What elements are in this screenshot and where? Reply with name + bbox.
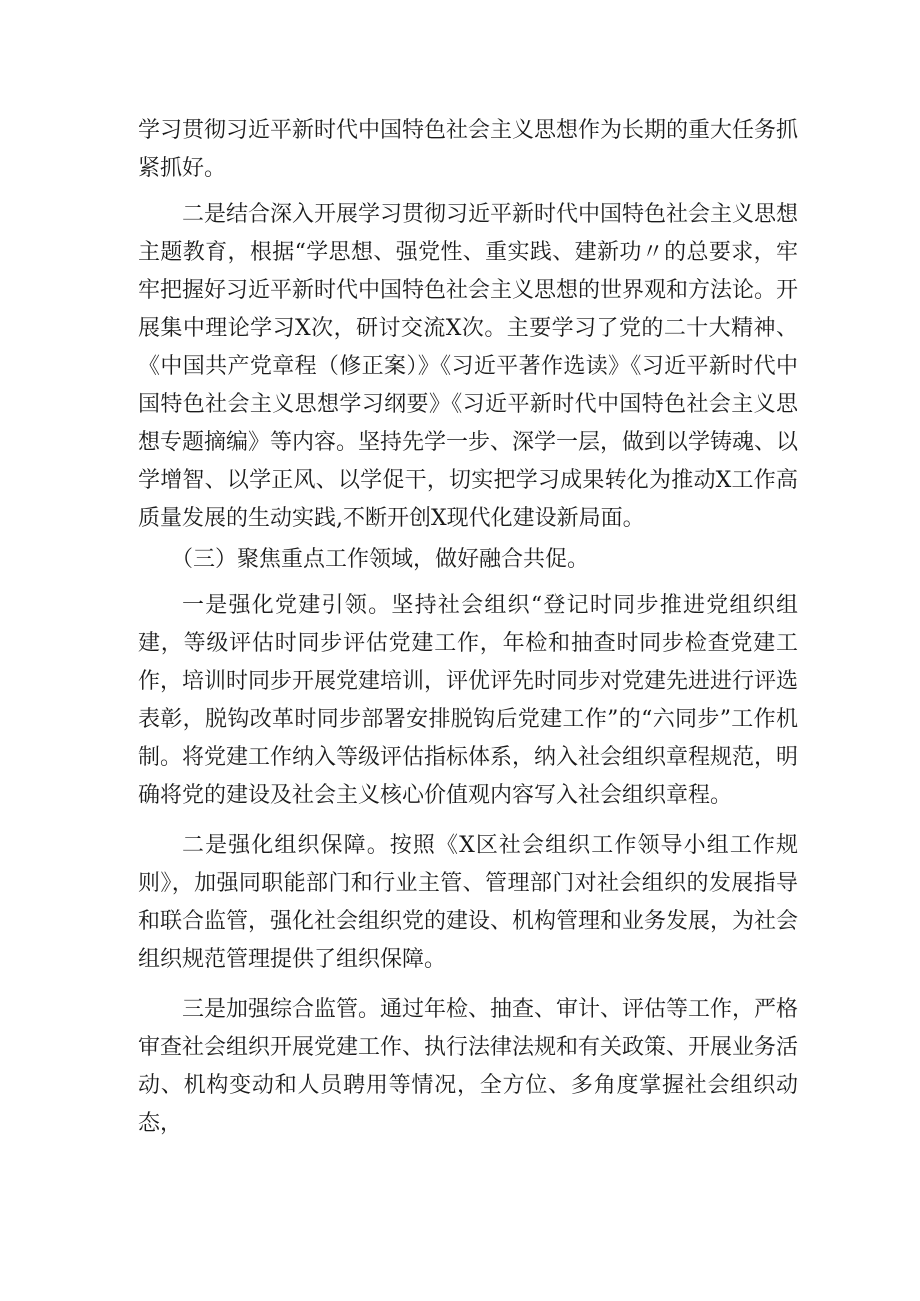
paragraph-continuation: 学习贯彻习近平新时代中国特色社会主义思想作为长期的重大任务抓紧抓好。: [138, 118, 799, 181]
paragraph-party-building-guidance: 一是强化党建引领。坚持社会组织“登记时同步推进党组织组建，等级评估时同步评估党建工作，年检和抽查时同步检查党建工作，培训时同步开展党建培训，评优评先时同步对党建先进进行评选表彰，脱钩改革时同步部署安排脱钩后党建工作”的“六同步”工作机制。将党建工作纳入等级评估指标体系，纳入社会组织章程规范，明确将党的建设及社会主义核心价值观内容写入社会组织章程。: [138, 593, 799, 808]
paragraph-study-theme-education: 二是结合深入开展学习贯彻习近平新时代中国特色社会主义思想主题教育，根据“学思想、强党性、重实践、建新功〃的总要求，牢牢把握好习近平新时代中国特色社会主义思想的世界观和方法论。开展集中理论学习X次，研讨交流X次。主要学习了党的二十大精神、《中国共产党章程（修正案）》《习近平著作选读》《习近平新时代中国特色社会主义思想学习纲要》《习近平新时代中国特色社会主义思想专题摘编》等内容。坚持先学一步、深学一层，做到以学铸魂、以学增智、以学正风、以学促干，切实把学习成果转化为推动X工作高质量发展的生动实践,不断开创X现代化建设新局面。: [138, 202, 799, 531]
paragraph-organizational-guarantee: 二是强化组织保障。按照《X区社会组织工作领导小组工作规则》，加强同职能部门和行业主管、管理部门对社会组织的发展指导和联合监管，强化社会组织党的建设、机构管理和业务发展，为社会组织规范管理提供了组织保障。: [138, 833, 799, 972]
document-body: [138, 112, 798, 1143]
section-heading-3: （三）聚焦重点工作领域，做好融合共促。: [171, 547, 590, 572]
paragraph-comprehensive-supervision: 三是加强综合监管。通过年检、抽查、审计、评估等工作，严格审查社会组织开展党建工作、执行法律法规和有关政策、开展业务活动、机构变动和人员聘用等情况，全方位、多角度掌握社会组织动态，: [138, 997, 799, 1136]
